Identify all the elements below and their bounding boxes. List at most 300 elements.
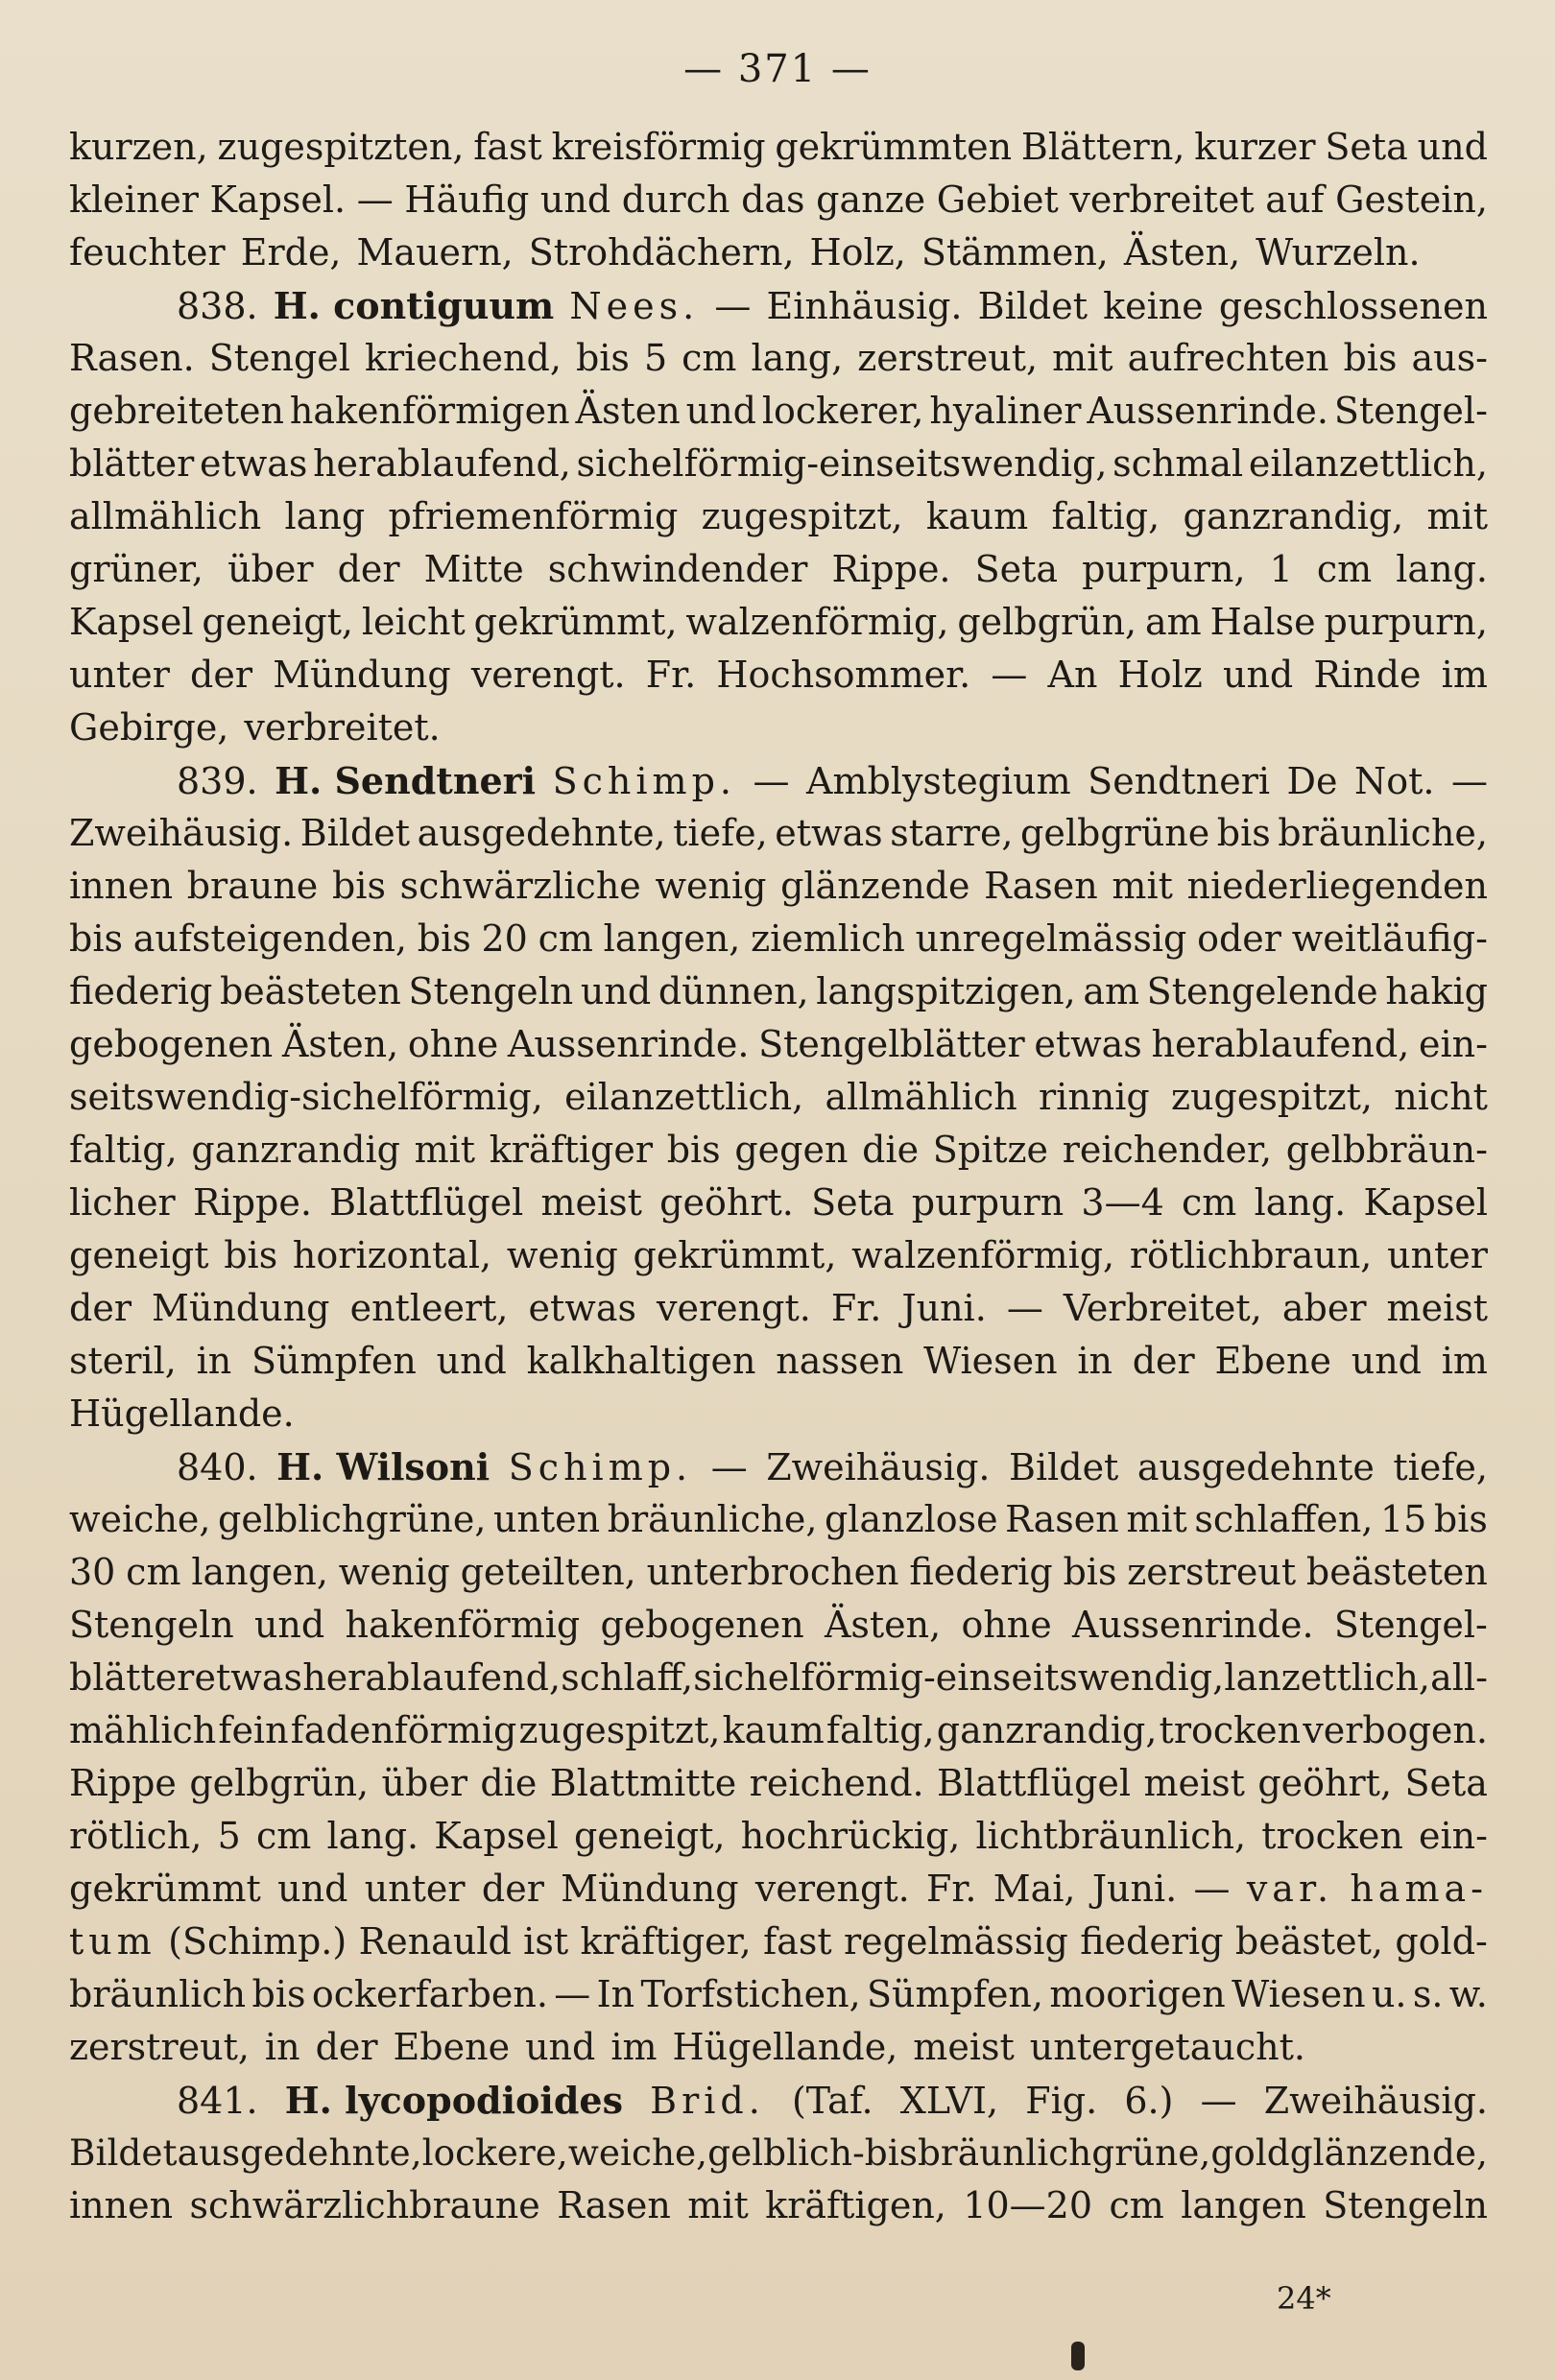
word: cm: [1182, 1181, 1237, 1224]
word: kräftiger,: [580, 1920, 752, 1963]
text-line: [69, 1124, 1488, 1177]
word: auf: [1265, 178, 1325, 221]
word: lanzettlich,: [1224, 1656, 1430, 1699]
word: 10—20: [963, 2184, 1093, 2226]
word: regelmässig: [844, 1920, 1068, 1963]
word: schlaff,: [561, 1656, 694, 1699]
word: wenig: [338, 1551, 450, 1593]
word: bräunliche,: [607, 1498, 818, 1540]
word: Mitte: [423, 548, 524, 590]
word: gold-: [1395, 1920, 1488, 1963]
word: cm: [682, 337, 737, 379]
word: die: [480, 1762, 538, 1804]
word: ein-: [1419, 1815, 1488, 1857]
word: walzenförmig,: [851, 1234, 1115, 1276]
text-line: [69, 913, 1488, 965]
word: kaum: [722, 1709, 825, 1751]
word: Stämmen,: [921, 231, 1109, 274]
word: und: [1222, 654, 1294, 696]
word: lang: [284, 495, 366, 537]
word: im: [610, 2026, 658, 2068]
text-line: [69, 1704, 1488, 1757]
word: und: [539, 178, 611, 221]
word: bis: [1063, 1551, 1117, 1593]
word: Rippe: [69, 1762, 177, 1804]
word: braune: [186, 865, 319, 907]
word: zugespitzt,: [1171, 1076, 1373, 1118]
word: ganzrandig,: [1183, 495, 1404, 537]
word: verengt.: [657, 1287, 811, 1329]
word: horizontal,: [292, 1234, 492, 1276]
species-name: H. Sendtneri: [275, 759, 537, 802]
word: geöhrt,: [1257, 1762, 1393, 1804]
word: u.: [1371, 1973, 1407, 2015]
word: zugespitzt,: [701, 495, 903, 537]
word: geneigt,: [202, 601, 354, 643]
word: lockere,: [421, 2131, 568, 2174]
word: meist: [1386, 1287, 1488, 1329]
word: bis: [575, 337, 630, 379]
word: zerstreut,: [69, 2026, 250, 2068]
word: meist: [913, 2026, 1015, 2068]
word: Ebene: [1214, 1340, 1331, 1382]
word: reichender,: [1062, 1129, 1273, 1171]
word: rinnig: [1039, 1076, 1150, 1118]
word: im: [1441, 1340, 1488, 1382]
word: fein: [218, 1709, 289, 1751]
word: Stengelblätter: [758, 1023, 1025, 1065]
word: weiche,: [567, 2131, 708, 2174]
word: glanzlose: [824, 1498, 998, 1540]
word: ein-: [1418, 1023, 1488, 1065]
word: hakig: [1385, 970, 1488, 1012]
word: bis: [1216, 812, 1271, 854]
text-line: [69, 1229, 1488, 1282]
word: 30: [69, 1551, 116, 1593]
word: bis: [331, 865, 386, 907]
word: herablaufend,: [302, 1656, 562, 1699]
word: der: [69, 1287, 132, 1329]
word: innen: [69, 865, 174, 907]
word: in: [1077, 1340, 1112, 1382]
word: der: [481, 1868, 544, 1910]
word: beästeten: [1305, 1551, 1488, 1593]
word: rötlich,: [69, 1815, 203, 1857]
word: Seta: [811, 1181, 895, 1224]
word: leicht: [361, 601, 466, 643]
word: ganzrandig: [191, 1129, 400, 1171]
word: gebogenen: [600, 1604, 804, 1646]
text-line: [69, 385, 1488, 438]
word: Kapsel: [1363, 1181, 1488, 1224]
word: herablaufend,: [313, 442, 571, 485]
word: Not.: [1354, 760, 1435, 802]
word: langen,: [603, 917, 741, 960]
word: zugespitzten,: [217, 126, 465, 168]
word: 5: [217, 1815, 241, 1857]
word: kriechend,: [364, 337, 562, 379]
word: Bildet: [299, 812, 411, 854]
word: aus-: [1411, 337, 1488, 379]
word: Renauld: [358, 1920, 512, 1963]
word: unten: [492, 1498, 601, 1540]
word: trocken: [1261, 1815, 1403, 1857]
word: Aussenrinde.: [1087, 390, 1328, 432]
text-line: [69, 1388, 1488, 1440]
word: hyaliner: [929, 390, 1082, 432]
word: 5: [643, 337, 668, 379]
word: Kapsel: [69, 601, 194, 643]
word: Sümpfen,: [867, 1973, 1043, 2015]
word: Einhäusig.: [766, 285, 963, 327]
word: etwas: [199, 442, 308, 485]
word: (Schimp.): [168, 1920, 347, 1963]
word: und: [685, 390, 756, 432]
word: gebogenen: [69, 1023, 274, 1065]
word: etwas: [528, 1287, 636, 1329]
text-line: [69, 1757, 1488, 1810]
word: 1: [1269, 548, 1293, 590]
word: ausgedehnte,: [417, 812, 666, 854]
word: cm: [255, 1815, 312, 1857]
word: Zweihäusig.: [69, 812, 294, 854]
word: Stengeln: [69, 1604, 234, 1646]
word: Rippe.: [192, 1181, 312, 1224]
word: —: [753, 760, 790, 802]
word: fiederig: [909, 1551, 1053, 1593]
word: 841.: [177, 2080, 258, 2122]
word: sichelförmig-einseitswendig,: [693, 1656, 1225, 1699]
word: Zweihäusig.: [1263, 2080, 1488, 2122]
word: An: [1047, 654, 1098, 696]
word: 20: [481, 917, 528, 960]
word: bis: [864, 2131, 918, 2174]
word: Rippe.: [831, 548, 951, 590]
word: über: [227, 548, 314, 590]
word: verengt.: [470, 654, 626, 696]
text-line: [69, 226, 1488, 279]
word: gebreiteten: [69, 390, 284, 432]
word: lockerer,: [761, 390, 924, 432]
text-line: [69, 596, 1488, 649]
word: hakenförmig: [345, 1604, 581, 1646]
word: Ästen,: [1123, 231, 1241, 274]
word: und: [436, 1340, 507, 1382]
word: purpurn,: [1324, 601, 1488, 643]
word: herablaufend,: [1151, 1023, 1410, 1065]
word: starre,: [890, 812, 1014, 854]
word: fadenförmig: [290, 1709, 517, 1751]
word: bis: [417, 917, 471, 960]
word: Fr.: [830, 1287, 882, 1329]
word: Bildet: [1009, 1446, 1119, 1488]
word: fiederig: [1080, 1920, 1224, 1963]
text-line: [69, 490, 1488, 543]
word: dünnen,: [658, 970, 809, 1012]
word: allmählich: [69, 495, 262, 537]
text-line: [69, 438, 1488, 490]
word: Hügellande,: [672, 2026, 898, 2068]
word: Strohdächern,: [528, 231, 795, 274]
word: Blattflügel: [329, 1181, 524, 1224]
word: Seta: [1404, 1762, 1488, 1804]
text-line: [69, 1071, 1488, 1124]
word: sichelförmig-einseitswendig,: [576, 442, 1108, 485]
word: gekrümmt,: [473, 601, 678, 643]
word: der: [337, 548, 400, 590]
word: bräunlich: [69, 1973, 247, 2015]
text-line: [69, 1018, 1488, 1071]
word: hochrückig,: [740, 1815, 961, 1857]
word: weitläufig-: [1291, 917, 1488, 960]
text-line: [69, 2021, 1488, 2074]
word: nassen: [776, 1340, 904, 1382]
word: mit: [1426, 495, 1488, 537]
word: wenig: [655, 865, 767, 907]
word: und: [525, 2026, 596, 2068]
word: grüner,: [69, 548, 203, 590]
word: faltig,: [825, 1709, 935, 1751]
word: Bildet: [977, 285, 1088, 327]
text-line: [69, 1177, 1488, 1229]
word: in: [264, 2026, 300, 2068]
word: faltig,: [1051, 495, 1160, 537]
word: geteilten,: [460, 1551, 636, 1593]
word: aufrechten: [1127, 337, 1329, 379]
word: zerstreut,: [857, 337, 1039, 379]
word: kurzen,: [69, 126, 208, 168]
word: ganzrandig,: [936, 1709, 1158, 1751]
word: mit: [1126, 1498, 1187, 1540]
word: lang.: [1396, 548, 1488, 590]
word: Stengel-: [1333, 390, 1488, 432]
word: Stengel-: [1333, 1604, 1488, 1646]
word: beästet,: [1234, 1920, 1383, 1963]
word: Brid.: [650, 2080, 765, 2122]
text-line: [69, 807, 1488, 860]
word: 840.: [177, 1446, 258, 1488]
word: trocken: [1159, 1709, 1302, 1751]
word: mählich: [69, 1709, 217, 1751]
word: ausgedehnte: [1136, 1446, 1375, 1488]
word: ganze: [816, 178, 926, 221]
word: und: [277, 1868, 348, 1910]
word: gelblichgrüne,: [218, 1498, 487, 1540]
word: fast: [763, 1920, 832, 1963]
text-line: [69, 1546, 1488, 1599]
word: Wiesen: [923, 1340, 1058, 1382]
word: 6.): [1124, 2080, 1174, 2122]
word: Kapsel.: [209, 178, 347, 221]
word: gekrümmt: [69, 1868, 261, 1910]
word: am: [1145, 601, 1202, 643]
word: Seta: [1325, 126, 1408, 168]
word: tum: [69, 1920, 156, 1963]
word: Gestein,: [1335, 178, 1488, 221]
word: etwas: [194, 1656, 302, 1699]
word: und: [253, 1604, 325, 1646]
word: gegen: [734, 1129, 849, 1171]
word: langen,: [191, 1551, 328, 1593]
word: all-: [1430, 1656, 1488, 1699]
word: gelbbräun-: [1285, 1129, 1488, 1171]
word: kreisförmig: [551, 126, 766, 168]
word: seitswendig-sichelförmig,: [69, 1076, 543, 1118]
word: ist: [523, 1920, 569, 1963]
word: Schimp.: [552, 760, 736, 802]
word: aufsteigenden,: [132, 917, 407, 960]
word: bis: [224, 1234, 278, 1276]
word: —: [1451, 760, 1488, 802]
word: Mündung: [152, 1287, 330, 1329]
word: Nees.: [569, 285, 700, 327]
word: Blattmitte: [549, 1762, 737, 1804]
word: unter: [1387, 1234, 1488, 1276]
word: pfriemenförmig: [388, 495, 679, 537]
word: allmählich: [825, 1076, 1017, 1118]
word: gelblich-: [707, 2131, 865, 2174]
word: —: [714, 285, 752, 327]
word: Spitze: [932, 1129, 1049, 1171]
word: aber: [1281, 1287, 1367, 1329]
word: Ebene: [393, 2026, 511, 2068]
word: kräftigen,: [765, 2184, 946, 2226]
word: innen: [69, 2184, 174, 2226]
word: 3—4: [1081, 1181, 1164, 1224]
word: entleert,: [349, 1287, 509, 1329]
word: keine: [1103, 285, 1204, 327]
text-line: [69, 174, 1488, 226]
word: hakenförmigen: [289, 390, 570, 432]
word: Stengelende: [1146, 970, 1378, 1012]
word: w.: [1448, 1973, 1488, 2015]
word: var.: [1246, 1868, 1334, 1910]
word: über: [381, 1762, 467, 1804]
word: De: [1286, 760, 1338, 802]
word: oder: [1197, 917, 1281, 960]
word: s.: [1412, 1973, 1444, 2015]
word: moorigen: [1049, 1973, 1226, 2015]
word: Blattflügel: [937, 1762, 1132, 1804]
word: —: [1006, 1287, 1043, 1329]
word: blätter: [69, 1656, 195, 1699]
text-line: [69, 279, 1488, 332]
word: ziemlich: [751, 917, 905, 960]
word: Hügellande.: [69, 1392, 295, 1435]
word: Juni.: [1091, 1868, 1178, 1910]
word: ockerfarben.: [311, 1973, 548, 2015]
text-line: [69, 2127, 1488, 2179]
word: —: [356, 178, 394, 221]
word: verbreitet: [1069, 178, 1255, 221]
word: kaum: [925, 495, 1029, 537]
word: Amblystegium: [806, 760, 1071, 802]
word: das: [741, 178, 805, 221]
word: bis: [251, 1973, 306, 2015]
word: meist: [540, 1181, 642, 1224]
text-line: [69, 1599, 1488, 1652]
body-text: [69, 121, 1488, 2232]
word: Stengeln: [1323, 2184, 1488, 2226]
word: goldglänzende,: [1210, 2131, 1488, 2174]
word: Stengel: [208, 337, 350, 379]
word: Zweihäusig.: [766, 1446, 991, 1488]
word: Blättern,: [1020, 126, 1185, 168]
species-name: H. contiguum: [273, 284, 555, 327]
word: cm: [1109, 2184, 1164, 2226]
word: unterbrochen: [646, 1551, 899, 1593]
word: gekrümmten: [775, 126, 1013, 168]
word: niederliegenden: [1186, 865, 1488, 907]
word: und: [580, 970, 652, 1012]
word: Sümpfen: [251, 1340, 417, 1382]
word: etwas: [1034, 1023, 1142, 1065]
word: wenig: [506, 1234, 618, 1276]
word: Kapsel: [434, 1815, 559, 1857]
word: glänzende: [780, 865, 970, 907]
word: der: [1132, 1340, 1195, 1382]
word: Juni.: [901, 1287, 987, 1329]
word: geöhrt.: [659, 1181, 794, 1224]
word: etwas: [775, 812, 883, 854]
word: Aussenrinde.: [507, 1023, 750, 1065]
word: Rasen: [1005, 1498, 1119, 1540]
word: Rasen: [557, 2184, 671, 2226]
word: 839.: [177, 760, 258, 802]
word: Fr.: [645, 654, 697, 696]
word: meist: [1143, 1762, 1245, 1804]
word: Torfstichen,: [640, 1973, 861, 2015]
word: fiederig: [69, 970, 213, 1012]
text-line: [69, 121, 1488, 174]
word: mit: [1052, 337, 1113, 379]
word: Wiesen: [1232, 1973, 1366, 2015]
word: untergetaucht.: [1029, 2026, 1305, 2068]
species-name: H. Wilsoni: [276, 1445, 490, 1488]
word: und: [1351, 1340, 1422, 1382]
word: —: [1193, 1868, 1231, 1910]
text-line: [69, 860, 1488, 913]
word: Holz,: [809, 231, 906, 274]
word: Verbreitet,: [1063, 1287, 1262, 1329]
word: eilanzettlich,: [1248, 442, 1488, 485]
word: am: [1083, 970, 1140, 1012]
word: geneigt,: [573, 1815, 726, 1857]
word: fast: [473, 126, 542, 168]
word: 838.: [177, 285, 258, 327]
word: cm: [1316, 548, 1373, 590]
text-line: [69, 1282, 1488, 1335]
text-line: [69, 1493, 1488, 1546]
word: (Taf.: [791, 2080, 873, 2122]
word: reichend.: [749, 1762, 924, 1804]
word: Gebiet: [936, 178, 1059, 221]
word: Hochsommer.: [716, 654, 971, 696]
word: 15: [1380, 1498, 1427, 1540]
word: Häufig: [404, 178, 530, 221]
word: mit: [1112, 865, 1173, 907]
word: licher: [69, 1181, 176, 1224]
signature-mark: 24*: [1277, 2280, 1331, 2317]
word: faltig,: [69, 1129, 178, 1171]
word: langspitzigen,: [816, 970, 1076, 1012]
word: und: [1417, 126, 1488, 168]
word: eilanzettlich,: [564, 1076, 804, 1118]
species-name: H. lycopodioides: [284, 2079, 623, 2122]
word: Fig.: [1025, 2080, 1098, 2122]
text-line: [69, 2179, 1488, 2232]
word: mit: [687, 2184, 749, 2226]
